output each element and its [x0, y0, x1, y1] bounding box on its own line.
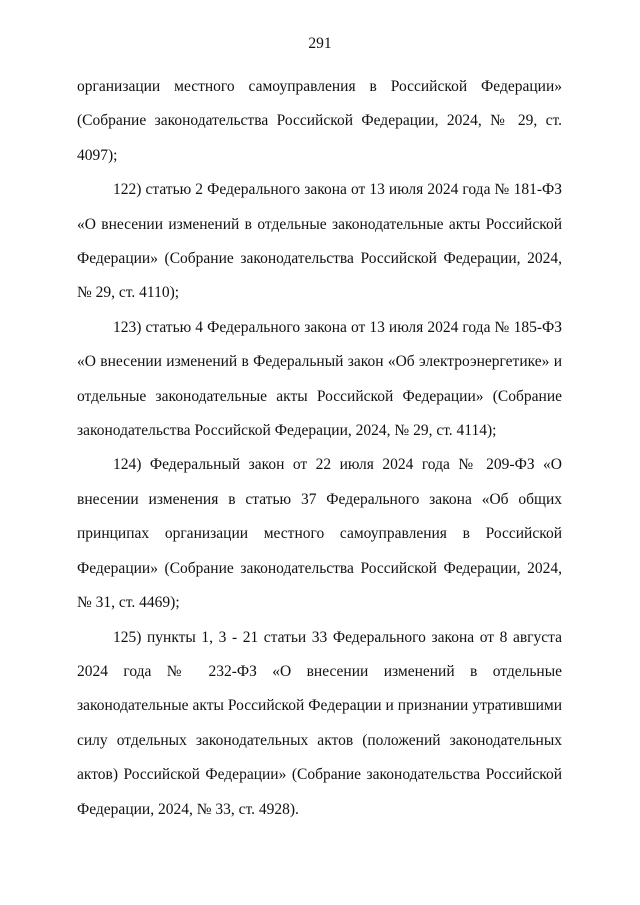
paragraph-item-122: 122) статью 2 Федерального закона от 13 июля 2024 года № 181-ФЗ «О внесении изменений в отдельные законодательные акты Российской Федерации» (Собрание законодательства Российской Федерации, 2024, № 29, ст. 4110); — [77, 181, 562, 302]
paragraph-item-125: 125) пункты 1, 3 - 21 статьи 33 Федерального закона от 8 августа 2024 года № 232-ФЗ «О внесении изменений в отдельные законодательные акты Российской Федерации и признании утратившими силу отдельных законодательных актов (положений законодательных актов) Российской Федерации» (Собрание законодательства Российской Федерации, 2024, № 33, ст. 4928). — [77, 628, 562, 818]
paragraph-item-124: 124) Федеральный закон от 22 июля 2024 года № 209-ФЗ «О внесении изменения в статью 37 Федерального закона «Об общих принципах организации местного самоуправления в Российской Федерации» (Собрание законодательства Российской Федерации, 2024, № 31, ст. 4469); — [77, 456, 562, 612]
page-number: 291 — [308, 35, 332, 52]
paragraph-continuation: организации местного самоуправления в Российской Федерации» (Собрание законодательства Российской Федерации, 2024, № 29, ст. 4097); — [77, 78, 562, 164]
document-body — [77, 70, 562, 827]
paragraph-item-123: 123) статью 4 Федерального закона от 13 июля 2024 года № 185-ФЗ «О внесении изменений в Федеральный закон «Об электроэнергетике» и отдельные законодательные акты Российской Федерации» (Собрание законодательства Российской Федерации, 2024, № 29, ст. 4114); — [77, 318, 562, 440]
